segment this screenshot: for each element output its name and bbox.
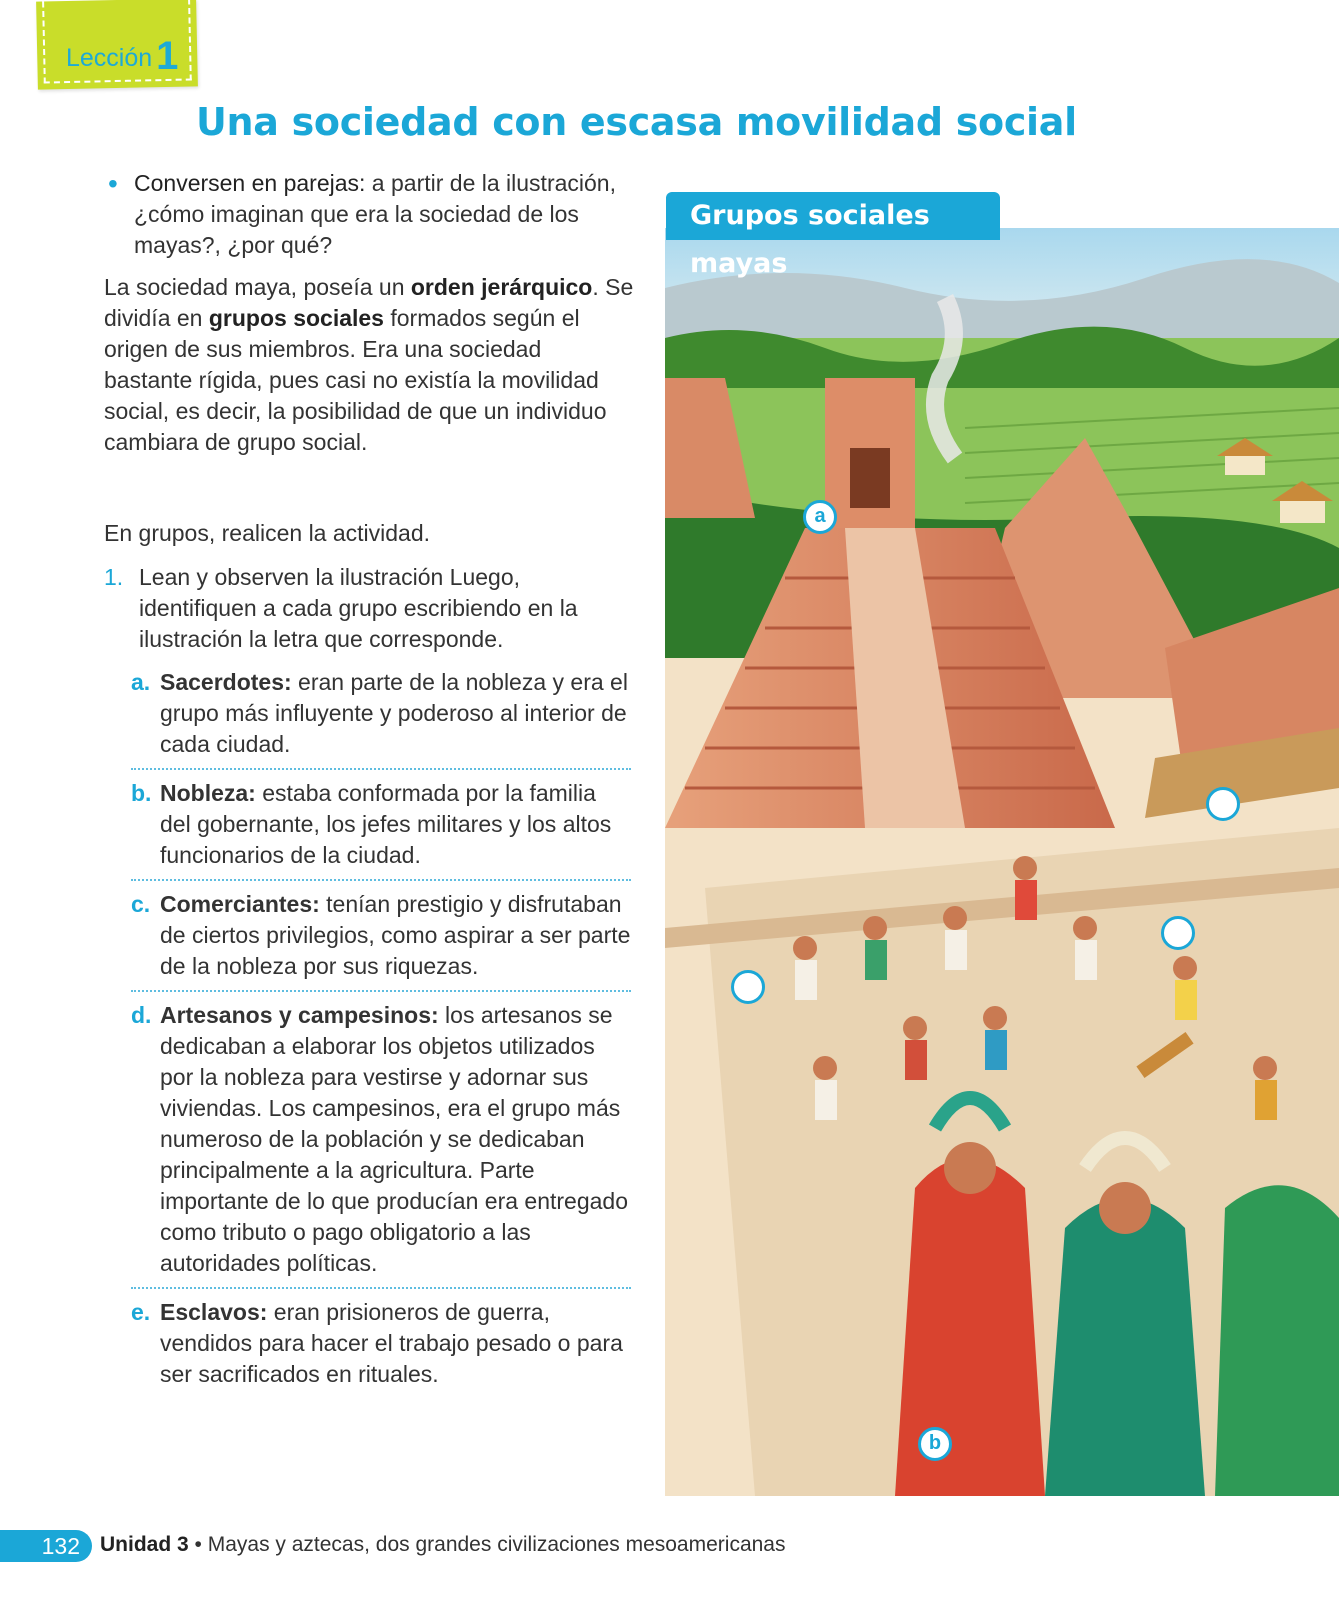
item-desc: eran prisioneros de guerra, vendidos para hacer el trabajo pesado o para ser sacrificados en rituales. bbox=[160, 1299, 623, 1387]
lesson-word: Lección bbox=[66, 44, 153, 72]
item-desc: estaba conformada por la familia del gobernante, los jefes militares y los altos funcionarios de la ciudad. bbox=[160, 780, 612, 868]
prompt-text: a partir de la ilustración, ¿cómo imaginan que era la sociedad de los mayas?, ¿por qué? bbox=[134, 170, 616, 258]
marker-b[interactable]: b bbox=[918, 1427, 952, 1461]
para-text-2: . Se dividía en bbox=[104, 274, 634, 331]
activity-1 bbox=[104, 562, 644, 655]
para-text-3: formados según el origen de sus miembros. Era una sociedad bastante rígida, pues casi no existía la movilidad social, es decir, la posibilidad de que un individuo cambiara de grupo social. bbox=[104, 305, 607, 455]
item-term: Sacerdotes: bbox=[160, 669, 292, 695]
lesson-number: 1 bbox=[156, 34, 179, 78]
item-desc: eran parte de la nobleza y era el grupo más influyente y poderoso al interior de cada ciudad. bbox=[160, 669, 628, 757]
footer-subtitle: Mayas y aztecas, dos grandes civilizaciones mesoamericanas bbox=[207, 1533, 786, 1556]
intro-paragraph bbox=[104, 272, 634, 458]
group-item bbox=[131, 1000, 631, 1289]
item-body bbox=[160, 889, 631, 982]
item-body bbox=[160, 667, 631, 760]
item-letter: b. bbox=[131, 780, 152, 806]
marker-blank-1[interactable] bbox=[1206, 787, 1240, 821]
group-item bbox=[131, 1297, 631, 1398]
item-letter: d. bbox=[131, 1002, 152, 1028]
illustration-label: Grupos sociales mayas bbox=[666, 192, 1000, 240]
group-item bbox=[131, 667, 631, 770]
page-footer bbox=[0, 1530, 1339, 1566]
item-term: Nobleza: bbox=[160, 780, 256, 806]
group-list bbox=[131, 667, 631, 1406]
item-letter: e. bbox=[131, 1299, 151, 1325]
item-body bbox=[160, 1000, 631, 1279]
marker-blank-2[interactable] bbox=[1161, 916, 1195, 950]
item-term: Esclavos: bbox=[160, 1299, 268, 1325]
activity-text: Lean y observen la ilustración Luego, identifiquen a cada grupo escribiendo en la ilustración la letra que corresponde. bbox=[139, 564, 578, 652]
maya-illustration bbox=[665, 228, 1339, 1496]
discussion-prompt bbox=[104, 168, 644, 261]
group-item bbox=[131, 889, 631, 992]
maya-city-scene bbox=[665, 228, 1339, 1496]
groups-instruction: En grupos, realicen la actividad. bbox=[104, 520, 431, 546]
item-term: Comerciantes: bbox=[160, 891, 320, 917]
footer-separator: • bbox=[188, 1533, 208, 1556]
marker-blank-3[interactable] bbox=[731, 970, 765, 1004]
para-bold-2: grupos sociales bbox=[208, 305, 384, 331]
item-desc: tenían prestigio y disfrutaban de ciertos privilegios, como aspirar a ser parte de la nobleza por sus riquezas. bbox=[160, 891, 631, 979]
prompt-lead: Conversen en parejas: bbox=[134, 170, 366, 196]
item-term: Artesanos y campesinos: bbox=[160, 1002, 439, 1028]
page-title: Una sociedad con escasa movilidad social bbox=[196, 100, 1077, 144]
item-letter: a. bbox=[131, 669, 151, 695]
item-body bbox=[160, 778, 631, 871]
bullet-icon: • bbox=[108, 168, 118, 199]
marker-a[interactable]: a bbox=[803, 500, 837, 534]
item-body bbox=[160, 1297, 631, 1390]
group-item bbox=[131, 778, 631, 881]
lesson-label bbox=[66, 34, 178, 79]
activity-number: 1. bbox=[104, 564, 124, 590]
item-desc: los artesanos se dedicaban a elaborar los objetos utilizados por la nobleza para vestirse y adornar sus viviendas. Los campesinos, era el grupo más numeroso de la población y se dedicaban principalmente a la agricultura. Parte importante de lo que producían era entregado como tributo o pago obligatorio a las autoridades políticas. bbox=[160, 1002, 628, 1276]
item-letter: c. bbox=[131, 891, 151, 917]
para-bold-1: orden jerárquico bbox=[410, 274, 593, 300]
footer-text bbox=[100, 1533, 785, 1557]
page-number: 132 bbox=[0, 1530, 92, 1562]
footer-unit: Unidad 3 bbox=[100, 1533, 189, 1556]
para-text-1: La sociedad maya, poseía un bbox=[104, 274, 411, 300]
